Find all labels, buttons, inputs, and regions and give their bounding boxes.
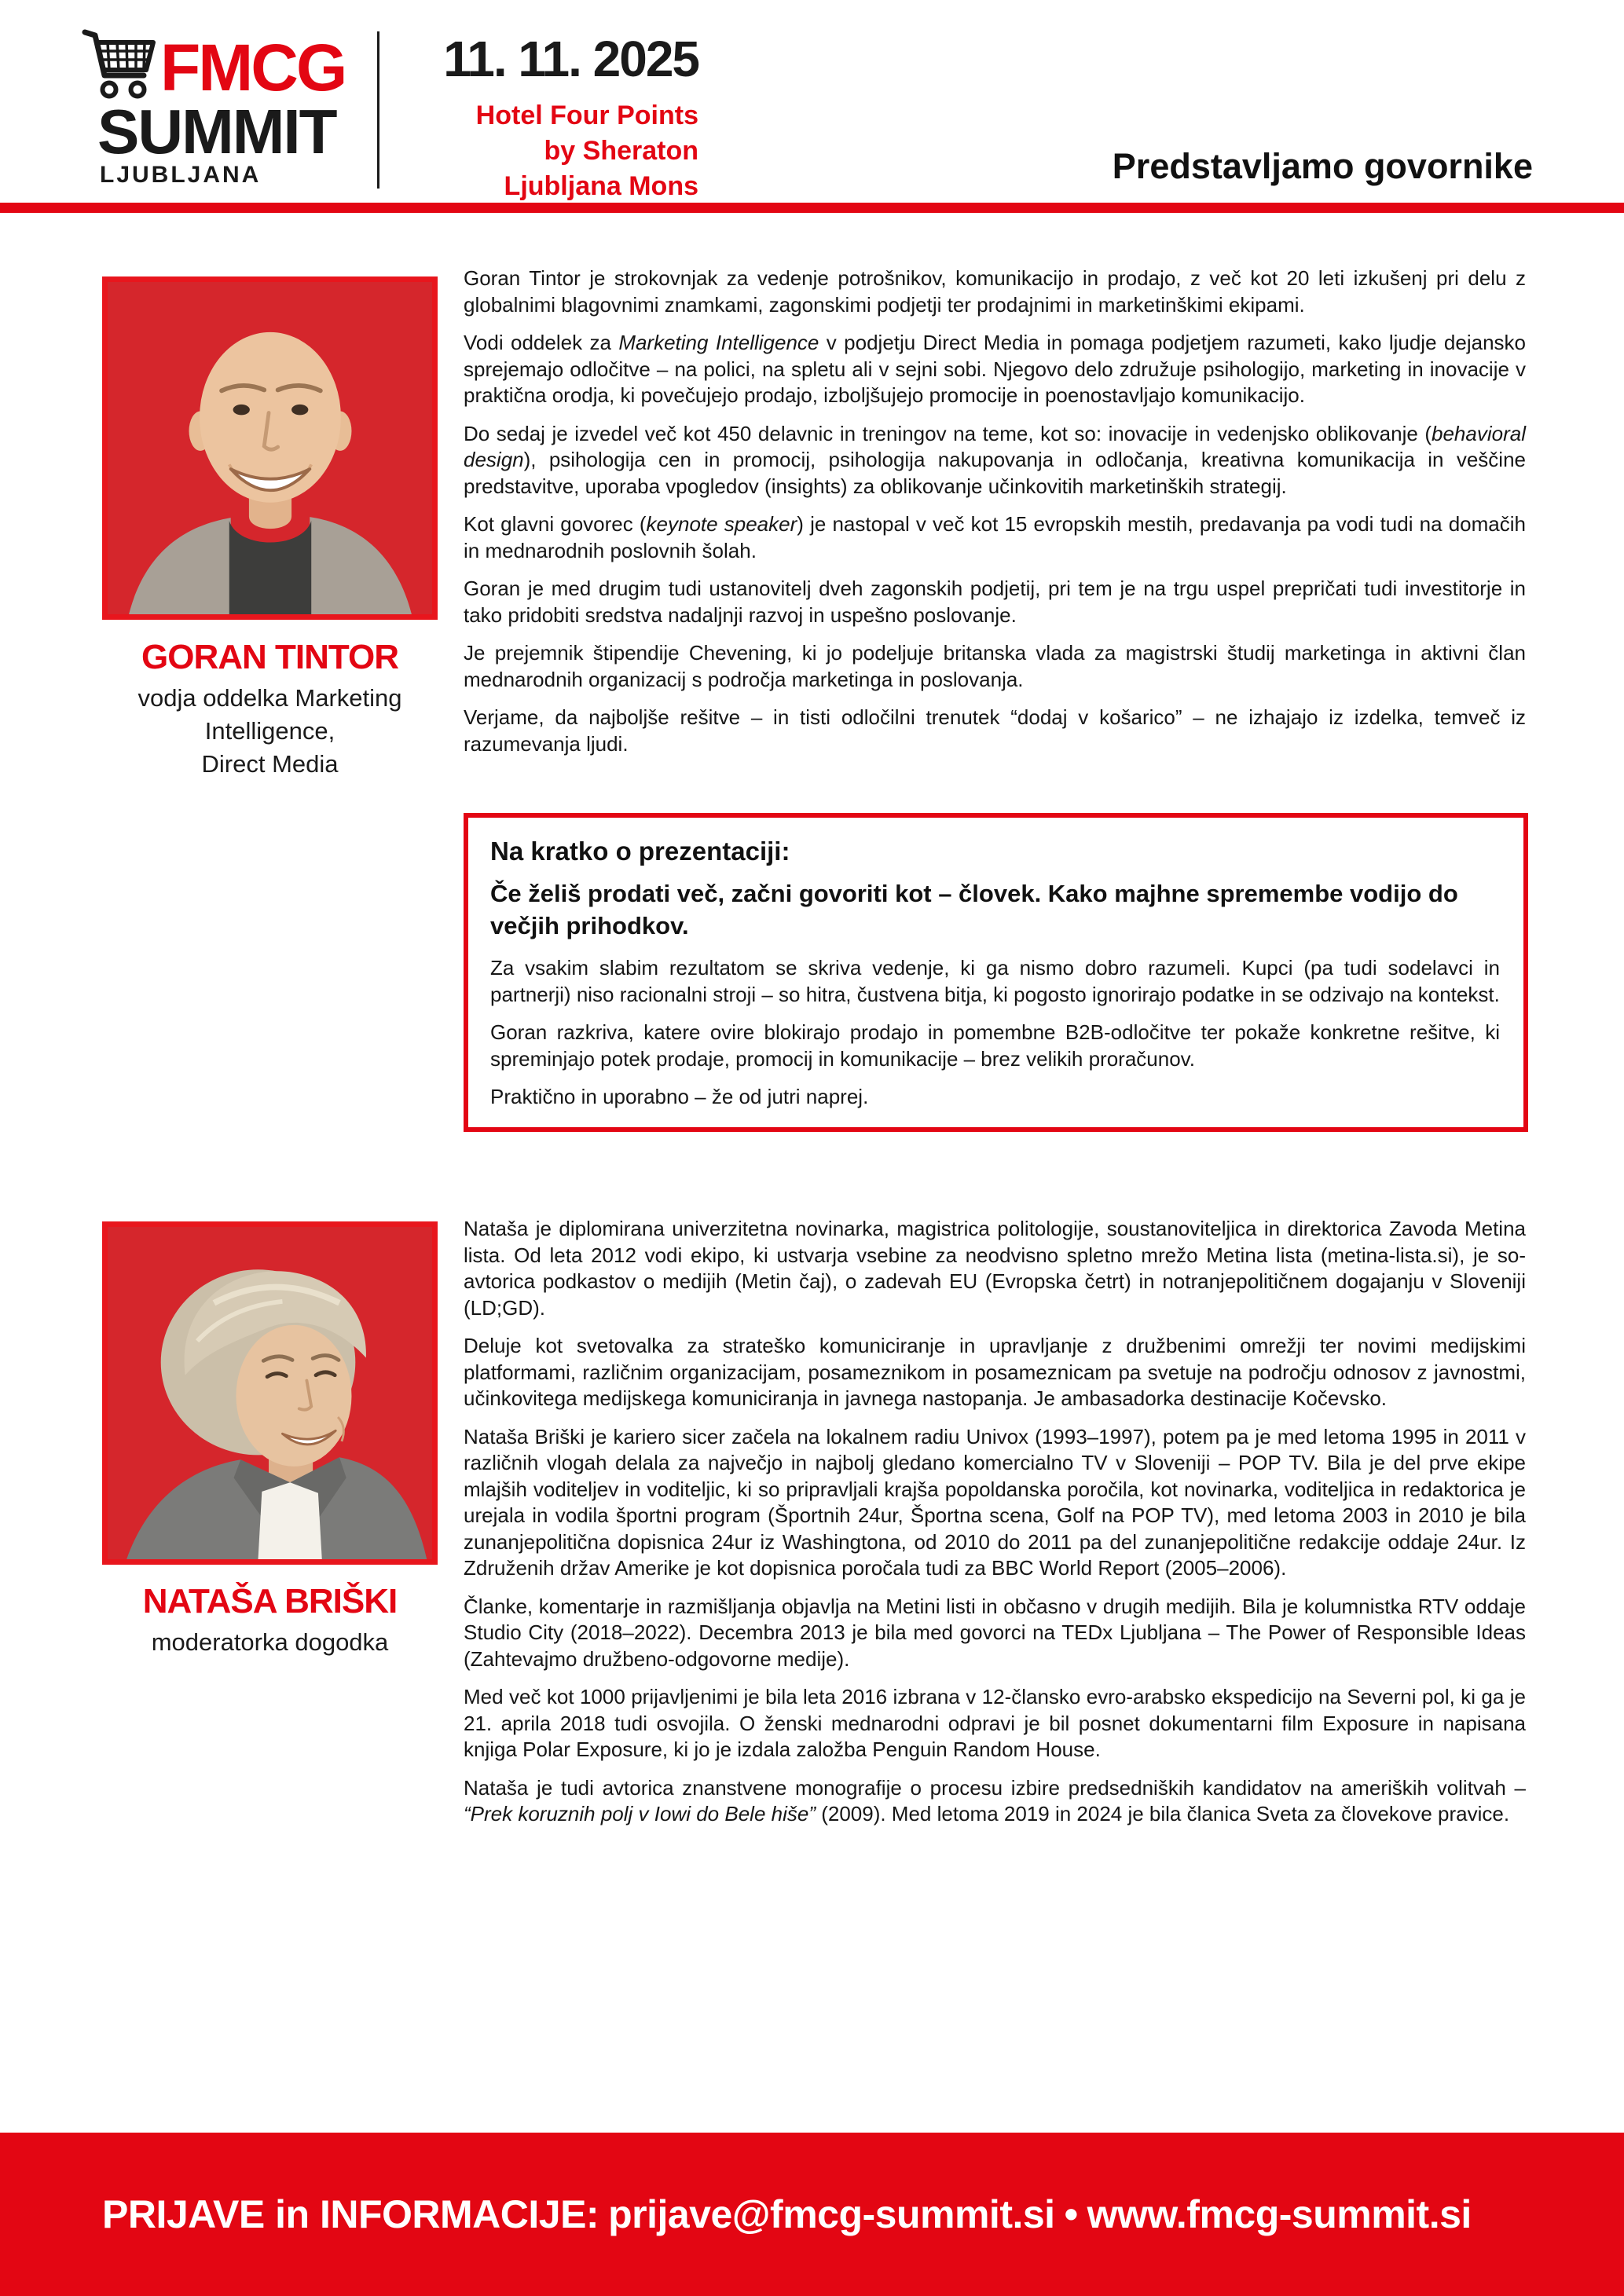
presentation-box-title: Na kratko o prezentaciji:	[490, 837, 790, 866]
speaker-bio	[464, 1216, 1526, 1828]
speaker-role: vodja oddelka Marketing Intelligence, Direct Media	[137, 684, 402, 778]
bio-paragraph: Kot glavni govorec (keynote speaker) je nastopal v več kot 15 evropskih mestih, predavanja pa vodi tudi na domačih in mednarodnih poslovnih šolah.	[464, 512, 1526, 562]
speaker-role: moderatorka dogodka	[151, 1628, 389, 1656]
bio-paragraph: Goran razkriva, katere ovire blokirajo prodajo in pomembne B2B-odločitve ter pokaže konkretne rešitve, ki spreminjajo potek prodaje, promocij in komunikacije – brez velikih proračunov.	[490, 1020, 1500, 1071]
logo-fmcg-text: FMCG	[160, 31, 346, 104]
logo-divider	[377, 31, 379, 189]
bio-paragraph: Vodi oddelek za Marketing Intelligence v podjetju Direct Media in pomaga podjetjem razumeti, kako ljudje dejansko sprejemajo odločitve – na polici, na spletu ali v sejni sobi. Njegovo delo združuje psihologijo, marketing in inovacije v praktična orodja, ki povečujejo prodajo, izboljšujejo promocije in poenostavljajo komunikacijo.	[464, 331, 1527, 407]
bio-paragraph: Nataša je diplomirana univerzitetna novinarka, magistrica politologije, soustanoviteljica in direktorica Zavoda Metina lista. Od leta 2012 vodi ekipo, ki ustvarja vsebine za neodvisno spletno mrežo Metina lista (metina-lista.si), je so-avtorica podkastov o medijih (Metin čaj), o zadevah EU (Evropska četrt) in notranjepolitičnem dogajanju v Sloveniji (LD;GD).	[464, 1217, 1526, 1320]
bio-paragraph: Do sedaj je izvedel več kot 450 delavnic in treningov na teme, kot so: inovacije in vedenjsko oblikovanje (behavioral design), psihologija cen in promocij, psihologija nakupovanja in odločanja, kreativna komunikacija in veščine predstavitve, uporaba vpogledov (insights) za oblikovanje učinkovitih marketinških strategij.	[464, 421, 1526, 498]
footer-contact-line	[102, 2192, 1481, 2237]
speaker-photo-natasa-briski	[102, 1221, 438, 1565]
bio-paragraph: Goran Tintor je strokovnjak za vedenje potrošnikov, komunikacijo in prodajo, z več kot 20 leti izkušenj pri delu z globalnimi blagovnimi znamkami, zagonskimi podjetji ter prodajnimi in marketinškimi ekipami.	[464, 266, 1526, 317]
speaker-name: NATAŠA BRIŠKI	[142, 1582, 398, 1620]
bio-paragraph: Verjame, da najboljše rešitve – in tisti odločilni trenutek “dodaj v košarico” – ne izhajajo iz izdelka, temveč iz razumevanja ljudi.	[464, 705, 1526, 756]
logo-ljubljana-text: LJUBLJANA	[100, 162, 262, 188]
presentation-box-body	[490, 954, 1500, 1110]
speaker-bio	[464, 265, 1526, 757]
footer-band	[0, 2133, 1624, 2296]
presentation-box	[464, 813, 1528, 1132]
bio-paragraph: Nataša je tudi avtorica znanstvene monografije o procesu izbire predsedniških kandidatov na ameriških volitvah – “Prek koruznih polj v Iowi do Bele hiše” (2009). Med letoma 2019 in 2024 je bila članica Sveta za človekove pravice.	[464, 1775, 1526, 1825]
presentation-box-lead: Če želiš prodati več, začni govoriti kot – človek. Kako majhne spremembe vodijo do večjih prihodkov.	[490, 880, 1458, 939]
venue-address: Hotel Four Points by Sheraton Ljubljana Mons	[475, 101, 698, 202]
footer-separator: •	[1064, 2192, 1078, 2236]
bio-paragraph: Članke, komentarje in razmišljanja objavlja na Metini listi in občasno v drugih medijih. Bila je kolumnistka RTV oddaje Studio City (2018–2022). Decembra 2013 je bila med govorci na TEDx Ljubljana – The Power of Responsible Ideas (Zahtevajmo družbeno-odgovorne medije).	[464, 1594, 1526, 1671]
footer-label: PRIJAVE in INFORMACIJE:	[102, 2192, 599, 2236]
logo-summit-text: SUMMIT	[97, 97, 336, 167]
bio-paragraph: Goran je med drugim tudi ustanovitelj dveh zagonskih podjetij, pri tem je na trgu uspel prepričati tudi investitorje in tako pridobiti sredstva nadaljnji razvoj in uspešno poslovanje.	[464, 577, 1526, 627]
bio-paragraph: Je prejemnik štipendije Chevening, ki jo podeljuje britanska vlada za magistrski študij marketinga in aktivni član mednarodnih organizacij s področja marketinga in poslovanja.	[464, 641, 1526, 691]
event-date: 11. 11. 2025	[443, 31, 698, 87]
bio-paragraph: Nataša Briški je kariero sicer začela na lokalnem radiu Univox (1993–1997), potem pa je med letoma 1995 in 2011 v različnih vlogah delala za največjo in najbolj gledano komercialno TV v Sloveniji – POP TV. Bila je del prve ekipe mlajših voditeljev in voditeljic, ki so pripravljali krajša popoldanska poročila, kot novinarka, voditeljica in redaktorica je urejala in vodila športni program (Športnih 24ur, Športna scena, Golf na POP TV), med letoma 2003 in 2010 je bila zunanjepolitična dopisnica 24ur iz Washingtona, od 2010 do 2011 pa del zunanjepolitične redakcije oddaje 24ur. Iz Združenih držav Amerike je kot dopisnica poročala tudi za BBC World Report (2005–2006).	[464, 1424, 1526, 1580]
footer-email[interactable]: prijave@fmcg-summit.si	[608, 2192, 1055, 2236]
bio-paragraph: Za vsakim slabim rezultatom se skriva vedenje, ki ga nismo dobro razumeli. Kupci (pa tudi sodelavci in partnerji) niso racionalni stroji – so hitra, čustvena bitja, ki pogosto ignorirajo podatke in se odzivajo na kontekst.	[490, 956, 1500, 1006]
footer-website[interactable]: www.fmcg-summit.si	[1087, 2192, 1472, 2236]
bio-paragraph: Deluje kot svetovalka za strateško komuniciranje in upravljanje z družbenimi omrežji ter novimi medijskimi platformami, različnim organizacijam, posameznikom in posameznicam pa svetuje na področju odnosov z javnostmi, učinkovitega medijskega komuniciranja in javnega nastopanja. Je ambasadorka destinacije Kočevsko.	[464, 1334, 1526, 1410]
bio-paragraph: Praktično in uporabno – že od jutri naprej.	[490, 1085, 869, 1108]
bio-paragraph: Med več kot 1000 prijavljenimi je bila leta 2016 izbrana v 12-člansko evro-arabsko ekspedicijo na Severni pol, ki ga je 21. aprila 2018 tudi osvojila. O ženski mednarodni odpravi je bil posnet dokumentarni film Exposure in napisana knjiga Polar Exposure, ki jo je izdala založba Penguin Random House.	[464, 1685, 1526, 1761]
page-title: Predstavljamo govornike	[1112, 146, 1533, 186]
header-rule	[0, 203, 1624, 213]
speaker-photo-goran-tintor	[102, 276, 438, 620]
shopping-cart-icon	[81, 27, 159, 102]
event-info-block	[397, 33, 698, 204]
speaker-name: GORAN TINTOR	[141, 638, 398, 676]
